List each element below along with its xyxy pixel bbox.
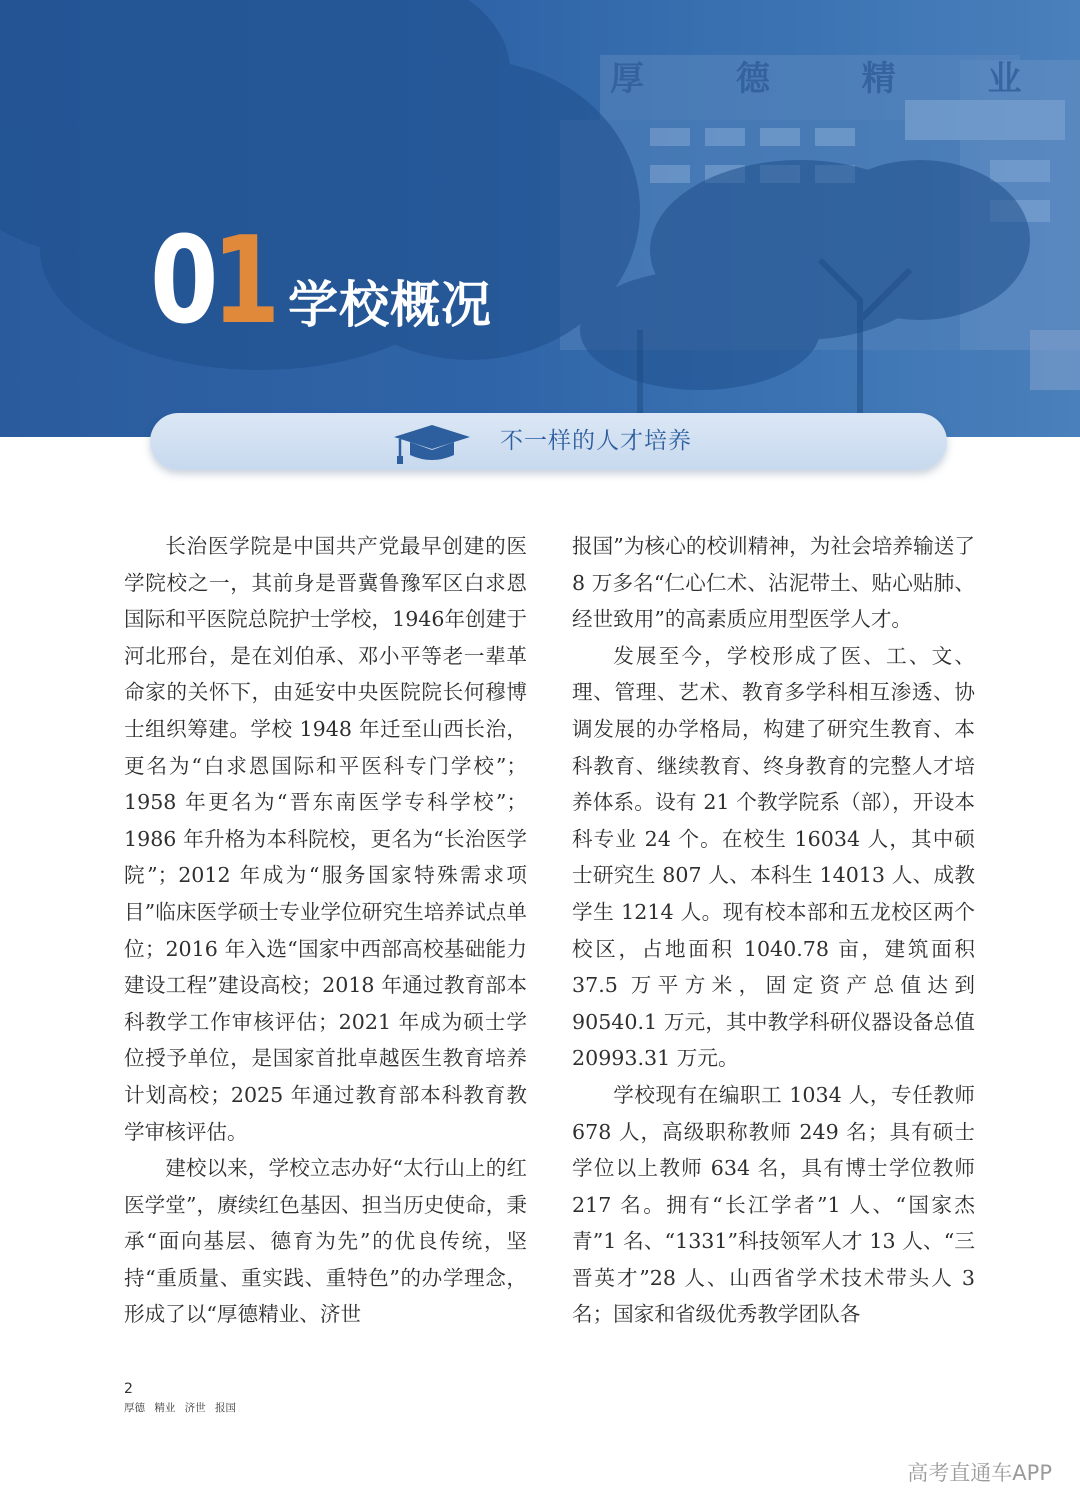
chapter-title: 学校概况 — [288, 276, 492, 334]
chapter-number — [150, 212, 274, 351]
section-banner — [150, 413, 947, 470]
footer-motto: 厚德 精业 济世 报国 — [124, 1402, 237, 1414]
page-number: 2 — [124, 1381, 133, 1397]
chapter-number-second-digit: 1 — [211, 212, 274, 351]
chapter-number-first-digit: 0 — [150, 212, 212, 351]
paragraph: 建校以来，学校立志办好“太行山上的红医学堂”，赓续红色基因、担当历史使命，秉承“面向基层、德育为先”的优良传统，坚持“重质量、重实践、重特色”的办学理念，形成了以“厚德精业、济世 — [124, 1156, 527, 1327]
signboard — [1030, 330, 1080, 390]
paragraph: 长治医学院是中国共产党最早创建的医学院校之一，其前身是晋冀鲁豫军区白求恩国际和平医院总院护士学校，1946年创建于河北邢台，是在刘伯承、邓小平等老一辈革命家的关怀下，由延安中央医院院长何穆博士组织筹建。学校 1948 年迁至山西长治，更名为“白求恩国际和平医科专门学校”；1958 年更名为“晋东南医学专科学校”；1986 年升格为本科院校，更名为“长治医学院”；2012 年成为“服务国家特殊需求项目”临床医学硕士专业学位研究生培养试点单位；2016 年入选“国家中西部高校基础能力建设工程”建设高校；2018 年通过教育部本科教学工作审核评估；2021 年成为硕士学位授予单位，是国家首批卓越医生教育培养计划高校；2025 年通过教育部本科教育教学审核评估。 — [124, 534, 527, 1144]
building-sign: 厚 德 精 业 — [610, 59, 1062, 99]
paragraph: 发展至今，学校形成了医、工、文、理、管理、艺术、教育多学科相互渗透、协调发展的办学格局，构建了研究生教育、本科教育、继续教育、终身教育的完整人才培养体系。设有 21 个教学院系（部），开设本科专业 24 个。在校生 16034 人，其中硕士研究生 807 人、本科生 14013 人、成教学生 1214 人。现有校本部和五龙校区两个校区，占地面积 1040.78 亩，建筑面积 37.5 万平方米，固定资产总值达到 90540.1 万元，其中教学科研仪器设备总值 20993.31 万元。 — [572, 643, 975, 1071]
left-text-column — [124, 528, 527, 1333]
watermark: 高考直通车APP — [907, 1461, 1052, 1485]
paragraph: 学校现有在编职工 1034 人，专任教师 678 人，高级职称教师 249 名；具有硕士学位以上教师 634 名，具有博士学位教师 217 名。拥有“长江学者”1 人、“国家杰青”1 名、“1331”科技领军人才 13 人、“三晋英才”28 人、山西省学术技术带头人 3 名；国家和省级优秀教学团队各 — [572, 1082, 975, 1327]
right-text-column — [572, 528, 975, 1333]
hero-banner — [0, 0, 1080, 437]
graduation-cap-icon — [392, 423, 472, 465]
section-title: 不一样的人才培养 — [500, 428, 692, 454]
paragraph-continued: 报国”为核心的校训精神，为社会培养输送了 8 万多名“仁心仁术、沾泥带土、贴心贴肺、经世致用”的高素质应用型医学人才。 — [572, 534, 975, 632]
